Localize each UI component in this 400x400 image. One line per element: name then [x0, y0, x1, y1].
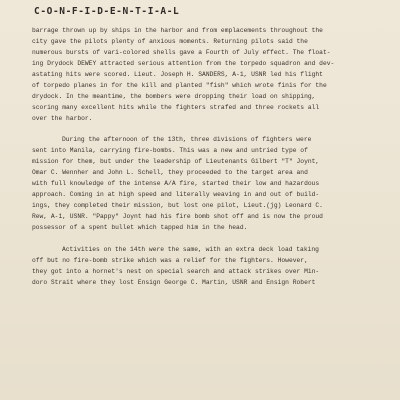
text-line: drydock. In the meantime, the bombers were dropping their load on shipping, [32, 92, 316, 100]
text-line: Omar C. Wennher and John L. Schell, they proceeded to the target area and [32, 169, 308, 177]
text-line: doro Strait where they lost Ensign George C. Martin, USNR and Ensign Robert [32, 278, 316, 286]
text-line: scoring many excellent hits while the fighters strafed and three rockets all [32, 103, 320, 111]
text-line: Rew, A-1, USNR. "Pappy" Joynt had his fire bomb shot off and is now the proud [32, 212, 323, 220]
text-line: ing Drydock DEWEY attracted serious attention from the torpedo squadron and dev- [32, 59, 335, 67]
text-line: ings, they completed their mission, but lost one pilot, Lieut.(jg) Leonard C. [32, 202, 323, 209]
text-line: of torpedo planes in for the kill and planted "fish" which wrote finis for the [32, 81, 327, 89]
text-line: astating hits were scored. Lieut. Joseph H. SANDERS, A-1, USNR led his flight [32, 70, 323, 78]
text-line: with full knowledge of the intense A/A fire, started their low and hazardous [32, 180, 320, 188]
text-line: approach. Coming in at high speed and literally weaving in and out of build- [32, 191, 320, 199]
text-line: barrage thrown up by ships in the harbor and from emplacements throughout the [32, 27, 323, 34]
text-line: possessor of a spent bullet which tapped him in the head. [32, 223, 248, 231]
text-line: Activities on the 14th were the same, with an extra deck load taking [62, 245, 319, 253]
text-line: they got into a hornet's nest on special search and attack strikes over Min- [32, 267, 320, 275]
text-line: numerous bursts of vari-colored shells gave a Fourth of July effect. The float- [32, 48, 331, 56]
confidential-header: C-O-N-F-I-D-E-N-T-I-A-L [34, 6, 180, 17]
text-line: over the harbor. [32, 114, 93, 122]
document-body [32, 26, 384, 289]
text-line: sent into Manila, carrying fire-bombs. This was a new and untried type of [32, 147, 308, 155]
text-line: During the afternoon of the 13th, three divisions of fighters were [62, 136, 312, 144]
paragraph-gap [32, 234, 384, 245]
paragraph-gap [32, 124, 384, 135]
text-line: city gave the pilots plenty of anxious moments. Returning pilots said the [32, 37, 308, 45]
text-line: mission for them, but under the leadership of Lieutenants Gilbert "T" Joynt, [32, 158, 320, 166]
text-line: off but no fire-bomb strike which was a relief for the fighters. However, [32, 256, 308, 264]
